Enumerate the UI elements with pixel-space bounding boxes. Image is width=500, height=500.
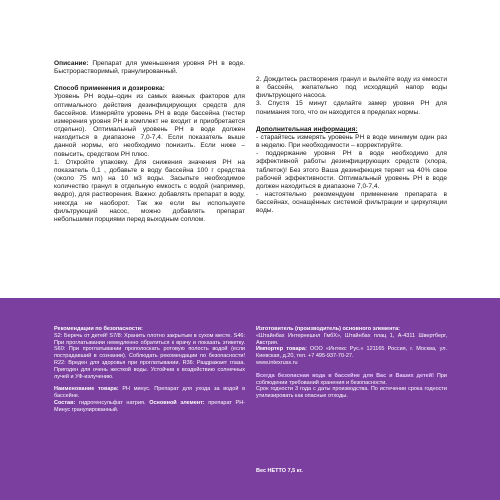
additional-item: - поддержание уровня PH в воде необходимо для эффективной работы дезинфицирующих средств (хлора, таблеток)! Без этого Ваша дезинфекция теряет на 40% свое рабочей эффективности. Оптимальный уровень PH в воде должен находиться в диапазоне 7,0-7,4.	[256, 150, 447, 190]
description-paragraph	[54, 60, 245, 76]
instructions-left-column	[54, 60, 245, 224]
usage-title: Способ применения и дозировка:	[54, 85, 165, 93]
instructions-right-column	[256, 60, 447, 216]
safety-title: Рекомендации по безопасности:	[54, 326, 143, 332]
usage-step-3: 3. Спустя 15 минут сделайте замер уровня PH для понимания того, что он находится в пределах нормы.	[256, 100, 447, 116]
notice-headline: Всегда безопасная вода в бассейне для Вас и Ваших детей! При соблюдении требований хранения и безопасности.	[256, 372, 447, 386]
additional-title: Дополнительная информация:	[256, 125, 358, 133]
net-weight: Вес НЕТТО 7,5 кг.	[256, 468, 303, 474]
manufacturer-label: Изготовитель (производитель) основного элемента:	[256, 326, 401, 332]
manufacturer-column	[256, 326, 447, 400]
shelf-life-text: Срок годности 3 года с даты производства. По истечении срока годности утилизировать как опасные отходы.	[256, 386, 447, 400]
importer-info: Импортер товара: ООО «Интекс Рус.» 121165 Россия, г. Москва, ул. Киевская, д.20, тел. +7 495-937-70-27.	[256, 346, 447, 360]
product-name: Наименование товара: PH минус. Препарат для ухода за водой в бассейне.	[54, 386, 246, 400]
usage-step-2: 2. Дождитесь растворения гранул и вылейте воду из емкости в бассейн, желательно под исходящий напор воды фильтрующего насоса.	[256, 76, 447, 100]
description-text: Препарат для уменьшения уровня PH в воде. Быстрорастворимый, гранулированный.	[54, 60, 245, 76]
usage-intro: Уровень PH воды–один из самых важных факторов для оптимального действия дезинфицирующих средств для бассейнов. Измеряйте уровень PH в воде бассейна (тестер измерения уровня PH в комплект не входит и приобретается отдельно). Оптимальный уровень PH в воде должен находиться в диапазоне 7,0-7,4. Если показатель выше данной нормы, его необходимо понизить. Если ниже – повысить, средством PH плюс.	[54, 93, 245, 158]
safety-column	[54, 326, 245, 414]
usage-step-1: 1. Откройте упаковку. Для снижения значения PH на показатель 0,1 , добавьте в воду бассейна 100 г средства (около 75 мл) на 10 м3 воды. Засыпьте необходимое количество гранул в отдельную емкость с водой (например, ведро), для растворения. Важно: добавлять препарат в воду, никогда не наоборот. Так же если вы используете фильтрующий насос, можно добавлять препарат небольшими порциями перед выходным соплом.	[54, 158, 245, 223]
safety-text: S2: Беречь от детей! S7/8: Хранить плотно закрытым в сухом месте. S46: При проглатывании немедленно обратиться к врачу и показать этикетку. S60: При проглатывании прополоскать ротовую полость водой (если пострадавший в сознании). Соблюдать рекомендации по безопасности! R22: Вреден для здоровья при проглатывании. R36: Раздражает глаза. Пригоден для очень жесткой воды. Устойчив к воздействию солнечных лучей и УФ-излучению.	[54, 332, 245, 380]
description-label: Описание:	[54, 60, 89, 67]
additional-item: - старайтесь измерять уровень PH в воде минимум один раз в неделю. При необходимости – корректируйте.	[256, 133, 447, 150]
manufacturer-text: «Штайнбах Интернешнл ГмбХ», Штайнбах плац 1, А-4311 Швертберг, Австрия.	[256, 332, 447, 346]
additional-item: - настоятельно рекомендуем применение препарата в бассейнах, оснащённых системой фильтрации и циркуляции воды.	[256, 191, 447, 215]
product-composition: Состав: гидрогенсульфат натрия. Основной элемент: препарат PH-Минус гранулированный.	[54, 399, 246, 413]
importer-site: www.intexruss.ru	[256, 359, 298, 366]
